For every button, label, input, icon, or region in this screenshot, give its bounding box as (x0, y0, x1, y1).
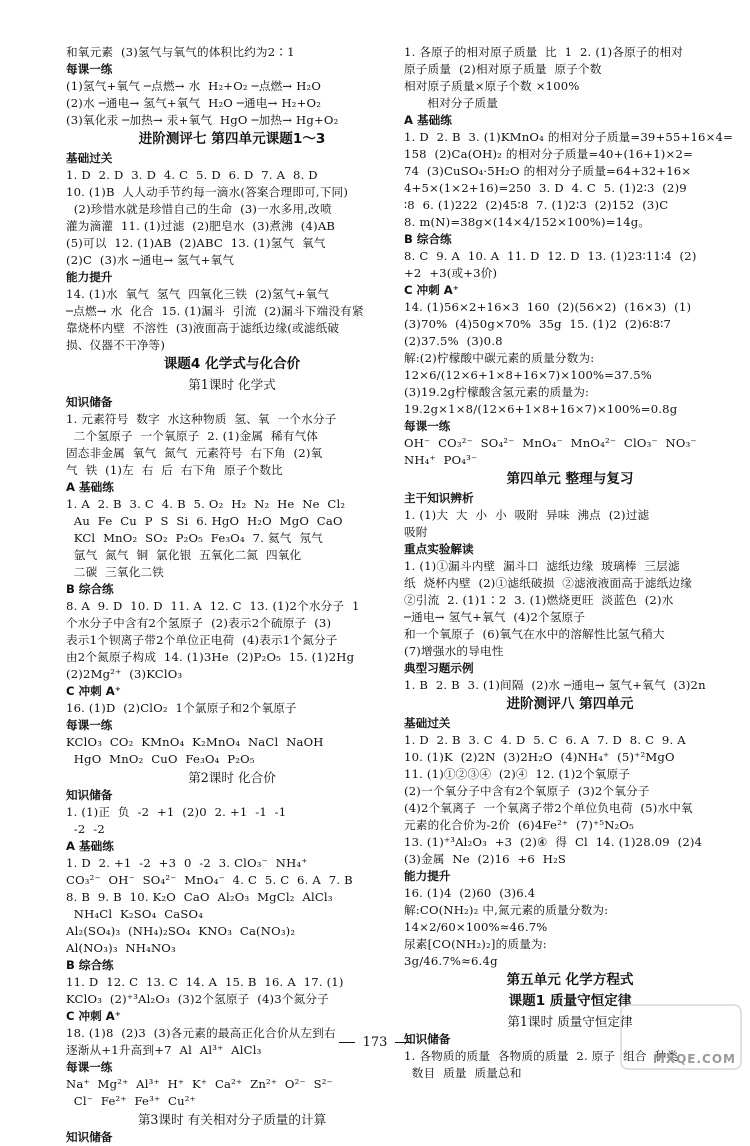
answer-line: 1. (1)正 负 -2 +1 (2)0 2. +1 -1 -1 (66, 805, 287, 819)
lesson-title: 第3课时 有关相对分子质量的计算 (137, 1112, 327, 1127)
section-heading: 每课一练 (404, 419, 451, 433)
answer-line: 气 铁 (1)左 右 后 右下角 原子个数比 (66, 463, 283, 477)
answer-line: (7)增强水的导电性 (404, 644, 504, 658)
answer-line: +2 +3(或+3价) (404, 266, 498, 280)
watermark-text: MXQE.COM (652, 1052, 736, 1066)
section-heading: C 冲刺 A⁺ (404, 283, 459, 297)
section-heading: C 冲刺 A⁺ (66, 1009, 121, 1023)
answer-line: 1. (1)大 大 小 小 吸附 异味 沸点 (2)过滤 (404, 508, 650, 522)
answer-line: 和氧元素 (3)氢气与氧气的体积比约为2∶1 (66, 45, 295, 59)
lesson-title: 第1课时 质量守恒定律 (507, 1014, 633, 1029)
section-heading: C 冲刺 A⁺ (66, 684, 121, 698)
answer-line: (2)37.5% (3)0.8 (404, 334, 503, 348)
answer-line: 原子质量 (2)相对原子质量 原子个数 (404, 62, 602, 76)
answer-line: 11. D 12. C 13. C 14. A 15. B 16. A 17. (1) (66, 975, 344, 989)
answer-line: 和一个氧原子 (6)氧气在水中的溶解性比氢气稍大 (404, 627, 665, 641)
answer-line: Al₂(SO₄)₃ (NH₄)₂SO₄ KNO₃ Ca(NO₃)₂ (66, 924, 296, 938)
answer-line: CO₃²⁻ OH⁻ SO₄²⁻ MnO₄⁻ 4. C 5. C 6. A 7. B (66, 873, 353, 887)
answer-line: 16. (1)D (2)ClO₂ 1个氯原子和2个氧原子 (66, 701, 297, 715)
section-heading: 每课一练 (66, 1060, 113, 1074)
answer-line: 1. (1)①漏斗内壁 漏斗口 滤纸边缘 玻璃棒 三层滤 (404, 559, 680, 573)
unit-title: 课题4 化学式与化合价 (163, 356, 301, 372)
answer-line: (4)2个氧离子 一个氧离子带2个单位负电荷 (5)水中氧 (404, 801, 693, 815)
answer-line: 16. (1)4 (2)60 (3)6.4 (404, 886, 536, 900)
answer-line: 解:(2)柠檬酸中碳元素的质量分数为: (404, 351, 595, 365)
answer-line: 氩气 氮气 铜 氯化银 五氧化二氮 四氧化 (66, 548, 302, 562)
left-column (66, 44, 398, 1146)
answer-line: 18. (1)8 (2)3 (3)各元素的最高正化合价从左到右 (66, 1026, 336, 1040)
answer-line: 相对分子质量 (404, 96, 499, 110)
answer-line: NH₄⁺ PO₄³⁻ (404, 453, 478, 467)
answer-line: (2)一个氧分子中含有2个氧原子 (3)2个氧分子 (404, 784, 650, 798)
answer-line: 12×6/(12×6+1×8+16×7)×100%=37.5% (404, 368, 652, 382)
section-heading: 基础过关 (66, 151, 113, 165)
lesson-title: 第1课时 化学式 (188, 377, 276, 392)
answer-line: (2)C (3)水 ─通电→ 氢气+氧气 (66, 253, 235, 267)
answer-line: 相对原子质量×原子个数 ×100% (404, 79, 580, 93)
section-heading: 每课一练 (66, 718, 113, 732)
section-heading: 主干知识辨析 (404, 491, 474, 505)
answer-line: NH₄Cl K₂SO₄ CaSO₄ (66, 907, 204, 921)
answer-line: KClO₃ (2)⁺³Al₂O₃ (3)2个氢原子 (4)3个氮分子 (66, 992, 330, 1006)
answer-line: 吸附 (404, 525, 428, 539)
answer-line: 损、仪器不干净等) (66, 338, 166, 352)
answer-line: 8. B 9. B 10. K₂O CaO Al₂O₃ MgCl₂ AlCl₃ (66, 890, 333, 904)
answer-line: (3)70% (4)50g×70% 35g 15. (1)2 (2)6∶8∶7 (404, 317, 672, 331)
answer-line: 1. D 2. +1 -2 +3 0 -2 3. ClO₃⁻ NH₄⁺ (66, 856, 308, 870)
page-number-text: 173 (362, 1035, 388, 1050)
answer-line: 158 (2)Ca(OH)₂ 的相对分子质量=40+(16+1)×2= (404, 147, 693, 161)
answer-line: ∶8 6. (1)222 (2)45∶8 7. (1)2∶3 (2)152 (3)C (404, 198, 669, 212)
section-heading: B 综合练 (66, 582, 114, 596)
answer-line: 固态非金属 氧气 氮气 元素符号 右下角 (2)氧 (66, 446, 323, 460)
answer-line: (2)珍惜水就是珍惜自己的生命 (3)一水多用,改喷 (66, 202, 332, 216)
answer-line: KClO₃ CO₂ KMnO₄ K₂MnO₄ NaCl NaOH (66, 735, 324, 749)
answer-line: (2)2Mg²⁺ (3)KClO₃ (66, 667, 183, 681)
answer-line: 尿素[CO(NH₂)₂]的质量为: (404, 937, 547, 951)
unit-title: 进阶测评八 第四单元 (506, 696, 634, 712)
answer-line: HgO MnO₂ CuO Fe₃O₄ P₂O₅ (66, 752, 255, 766)
section-heading: 知识储备 (66, 1130, 113, 1144)
section-heading: B 综合练 (404, 232, 452, 246)
answer-line: 1. D 2. B 3. (1)KMnO₄ 的相对分子质量=39+55+16×4= (404, 130, 734, 144)
answer-line: 纸 烧杯内壁 (2)①滤纸破损 ②滤液液面高于滤纸边缘 (404, 576, 693, 590)
answer-line: 由2个氮原子构成 14. (1)3He (2)P₂O₅ 15. (1)2Hg (66, 650, 355, 664)
answer-line: ─点燃→ 水 化合 15. (1)漏斗 引流 (2)漏斗下端没有紧 (66, 304, 364, 318)
answer-line: 二个氢原子 一个氧原子 2. (1)金属 稀有气体 (66, 429, 319, 443)
answer-line: 1. D 2. D 3. D 4. C 5. D 6. D 7. A 8. D (66, 168, 318, 182)
answer-line: 11. (1)①②③④ (2)④ 12. (1)2个氧原子 (404, 767, 631, 781)
answer-line: 个水分子中含有2个氢原子 (2)表示2个硫原子 (3) (66, 616, 332, 630)
section-heading: A 基础练 (66, 480, 114, 494)
section-heading: 基础过关 (404, 716, 451, 730)
answer-line: 10. (1)K (2)2N (3)2H₂O (4)NH₄⁺ (5)⁺²MgO (404, 750, 675, 764)
answer-line: 19.2g×1×8/(12×6+1×8+16×7)×100%=0.8g (404, 402, 678, 416)
answer-line: 1. 元素符号 数字 水这种物质 氢、氧 一个水分子 (66, 412, 337, 426)
answer-line: -2 -2 (66, 822, 105, 836)
answer-line: (3)19.2g柠檬酸含氢元素的质量为: (404, 385, 590, 399)
answer-line: 数目 质量 质量总和 (404, 1066, 522, 1080)
answer-line: Cl⁻ Fe²⁺ Fe³⁺ Cu²⁺ (66, 1094, 196, 1108)
answer-line: Na⁺ Mg²⁺ Al³⁺ H⁺ K⁺ Ca²⁺ Zn²⁺ O²⁻ S²⁻ (66, 1077, 333, 1091)
section-heading: A 基础练 (404, 113, 452, 127)
answer-line: 1. D 2. B 3. C 4. D 5. C 6. A 7. D 8. C 9. A (404, 733, 686, 747)
section-heading: A 基础练 (66, 839, 114, 853)
answer-line: Al(NO₃)₃ NH₄NO₃ (66, 941, 176, 955)
answer-line: 74 (3)CuSO₄·5H₂O 的相对分子质量=64+32+16× (404, 164, 692, 178)
answer-line: 1. A 2. B 3. C 4. B 5. O₂ H₂ N₂ He Ne Cl₂ (66, 497, 346, 511)
answer-line: 8. m(N)=38g×(14×4/152×100%)=14g。 (404, 215, 651, 229)
answer-line: 3g/46.7%≈6.4g (404, 954, 498, 968)
answer-line: KCl MnO₂ SO₂ P₂O₅ Fe₃O₄ 7. 氦气 氖气 (66, 531, 323, 545)
answer-line: 13. (1)⁺³Al₂O₃ +3 (2)④ 得 Cl 14. (1)28.09 (2)4 (404, 835, 703, 849)
unit-title: 第四单元 整理与复习 (506, 471, 634, 487)
section-heading: 知识储备 (404, 1032, 451, 1046)
section-heading: B 综合练 (66, 958, 114, 972)
answer-line: (2)水 ─通电→ 氢气+氧气 H₂O ─通电→ H₂+O₂ (66, 96, 322, 110)
answer-line: 表示1个钡离子带2个单位正电荷 (4)表示1个氮分子 (66, 633, 338, 647)
lesson-title: 第2课时 化合价 (188, 770, 276, 785)
section-heading: 知识储备 (66, 395, 113, 409)
right-column (404, 44, 736, 1082)
answer-line: 14. (1)56×2+16×3 160 (2)(56×2) (16×3) (1) (404, 300, 692, 314)
answer-line: 8. A 9. D 10. D 11. A 12. C 13. (1)2个水分子 1 (66, 599, 360, 613)
answer-line: (5)可以 12. (1)AB (2)ABC 13. (1)氢气 氧气 (66, 236, 326, 250)
answer-line: 灌为滴灌 11. (1)过滤 (2)肥皂水 (3)煮沸 (4)AB (66, 219, 336, 233)
section-heading: 知识储备 (66, 788, 113, 802)
answer-line: OH⁻ CO₃²⁻ SO₄²⁻ MnO₄⁻ MnO₄²⁻ ClO₃⁻ NO₃⁻ (404, 436, 697, 450)
answer-line: (3)金属 Ne (2)16 +6 H₂S (404, 852, 567, 866)
section-heading: 典型习题示例 (404, 661, 474, 675)
answer-line: 二碳 三氧化二铁 (66, 565, 165, 579)
answer-line: 4+5×(1×2+16)=250 3. D 4. C 5. (1)2∶3 (2)9 (404, 181, 687, 195)
section-heading: 能力提升 (404, 869, 451, 883)
answer-line: 8. C 9. A 10. A 11. D 12. D 13. (1)23∶11∶4 (2) (404, 249, 697, 263)
unit-title: 课题1 质量守恒定律 (508, 993, 632, 1009)
answer-line: 1. 各原子的相对原子质量 比 1 2. (1)各原子的相对 (404, 45, 684, 59)
unit-title: 进阶测评七 第四单元课题1～3 (138, 131, 326, 147)
answer-line: 1. B 2. B 3. (1)间隔 (2)水 ─通电→ 氢气+氧气 (3)2n (404, 678, 706, 692)
answer-line: 10. (1)B 人人动手节约每一滴水(答案合理即可,下同) (66, 185, 349, 199)
section-heading: 重点实验解读 (404, 542, 474, 556)
answer-line: 元素的化合价为-2价 (6)4Fe²⁺ (7)⁺⁵N₂O₅ (404, 818, 634, 832)
answer-line: (3)氧化汞 ─加热→ 汞+氧气 HgO ─加热→ Hg+O₂ (66, 113, 339, 127)
answer-line: 1. 各物质的质量 各物质的质量 2. 原子 组合 种类 (404, 1049, 679, 1063)
unit-title: 第五单元 化学方程式 (506, 972, 634, 988)
answer-line: Au Fe Cu P S Si 6. HgO H₂O MgO CaO (66, 514, 343, 528)
answer-line: 靠烧杯内壁 不溶性 (3)液面高于滤纸边缘(或滤纸破 (66, 321, 340, 335)
answer-line: 逐渐从+1升高到+7 Al Al³⁺ AlCl₃ (66, 1043, 262, 1057)
answer-line: (1)氢气+氧气 ─点燃→ 水 H₂+O₂ ─点燃→ H₂O (66, 79, 322, 93)
answer-line: 解:CO(NH₂)₂ 中,氮元素的质量分数为: (404, 903, 609, 917)
section-heading: 每课一练 (66, 62, 113, 76)
answer-line: ②引流 2. (1)1∶2 3. (1)燃烧更旺 淡蓝色 (2)水 (404, 593, 674, 607)
answer-line: 14. (1)水 氧气 氢气 四氧化三铁 (2)氢气+氧气 (66, 287, 330, 301)
answer-line: ─通电→ 氢气+氧气 (4)2个氢原子 (404, 610, 586, 624)
section-heading: 能力提升 (66, 270, 113, 284)
answer-line: 14×2/60×100%≈46.7% (404, 920, 548, 934)
